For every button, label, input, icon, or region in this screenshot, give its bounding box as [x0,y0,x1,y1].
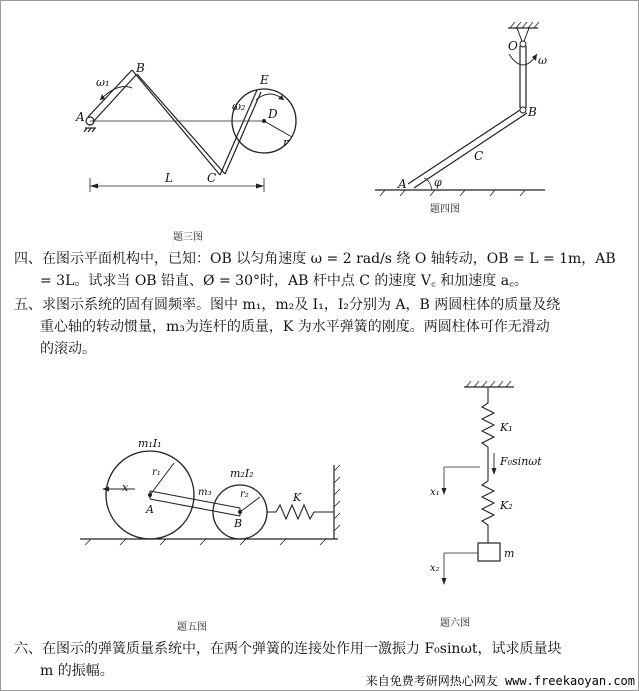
pivot-a [84,117,96,132]
caption-fig6: 题六图 [440,618,470,629]
label-k2: K₂ [500,499,513,512]
caption-fig5: 题五图 [177,622,207,633]
label-m2i2: m₂I₂ [230,467,254,480]
label-d: D [268,107,278,121]
figure-3 [70,20,310,195]
figure-5 [80,425,360,555]
label-m1i1: m₁I₁ [138,437,162,450]
caption-fig4: 题四图 [430,204,460,215]
figure-6 [420,375,580,605]
label-r2: r₂ [240,489,249,500]
label-c: C [207,171,217,185]
label-e: E [260,73,269,87]
label-o: O [508,39,518,53]
problem-5-line2: 重心轴的转动惯量，m₃为连杆的质量，K 为水平弹簧的刚度。两圆柱体可作无滑动 [40,319,550,335]
problem-4-line1: 四、在图示平面机构中，已知：OB 以匀角速度 ω = 2 rad/s 绕 O 轴转动，OB = L = 1m，AB [14,251,616,267]
problem-5-line1: 五、求图示系统的固有圆频率。图中 m₁，m₂及 I₁，I₂分别为 A，B 两圆柱体的质量及绕 [14,297,561,313]
label-k: K [293,491,302,504]
label-a: A [398,177,407,191]
label-force: F₀sinωt [500,455,542,468]
problem-5 [14,294,634,360]
problem-5-line3: 的滚动。 [40,341,96,357]
label-phi: φ [434,176,442,189]
label-l: L [165,171,173,185]
watermark-footer: 来自免费考研网热心网友 www.freekaoyan.com [365,674,635,688]
caption-fig3: 题三图 [173,232,203,243]
label-b: B [234,517,243,530]
label-x1: x₁ [430,487,440,498]
label-x2: x₂ [430,563,440,574]
problem-6-line2: m 的振幅。 [40,663,114,679]
label-omega1: ω₁ [96,76,110,89]
label-a: A [146,503,154,516]
label-x: x [122,481,129,494]
label-r: r [283,136,289,149]
label-omega2: ω₂ [232,100,246,113]
label-omega: ω [538,54,547,67]
label-m3: m₃ [198,487,212,498]
label-b: B [136,61,145,75]
problem-6-line1: 六、在图示的弹簧质量系统中，在两个弹簧的连接处作用一激振力 F₀sinωt，试求质量块 [14,641,562,657]
rod-bc [132,70,225,175]
label-a: A [76,110,85,124]
problem-4 [14,248,634,292]
label-r1: r₁ [152,467,161,478]
problem-4-line2: = 3L。试求当 OB 铅直、Ø = 30°时，AB 杆中点 C 的速度 V꜀ 和加速度 a꜀。 [40,273,528,289]
label-c: C [474,149,484,163]
label-m: m [504,547,515,560]
label-k1: K₁ [500,421,513,434]
figure-4 [370,18,550,198]
label-b: B [528,105,537,119]
